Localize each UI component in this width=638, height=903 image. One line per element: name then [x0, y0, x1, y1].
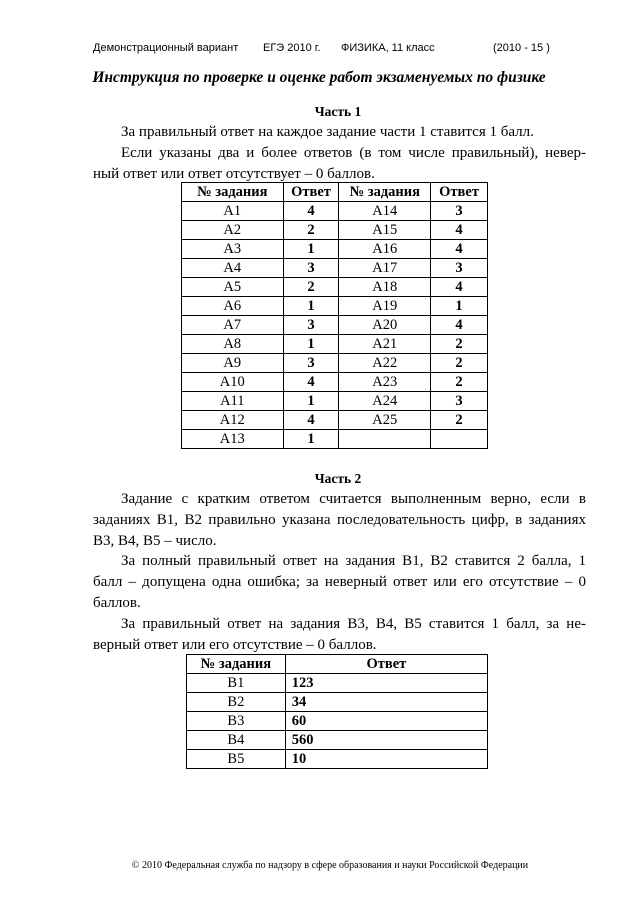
task-number-cell: В3: [187, 712, 286, 731]
answer-cell: 4: [283, 411, 339, 430]
header-page: (2010 - 15 ): [493, 42, 550, 54]
column-header: Ответ: [283, 183, 339, 202]
table-row: [182, 278, 488, 297]
task-number-cell: А1: [182, 202, 284, 221]
table-row: [182, 373, 488, 392]
part2-paragraph-line: За правильный ответ на задания В3, В4, В5 ставится 1 балл, за не-: [121, 616, 586, 632]
task-number-cell: В2: [187, 693, 286, 712]
table-row: [182, 221, 488, 240]
task-number-cell: А20: [339, 316, 431, 335]
answer-cell: 60: [285, 712, 487, 731]
task-number-cell: А24: [339, 392, 431, 411]
task-number-cell: А8: [182, 335, 284, 354]
table-row: [182, 430, 488, 449]
answer-cell: 1: [283, 297, 339, 316]
page-title: Инструкция по проверке и оценке работ экзаменуемых по физике: [92, 69, 546, 86]
part2-heading: Часть 2: [314, 471, 362, 486]
answer-cell: 1: [283, 335, 339, 354]
header-variant: Демонстрационный вариант: [93, 42, 239, 54]
task-number-cell: А18: [339, 278, 431, 297]
table-row: [187, 731, 488, 750]
task-number-cell: В5: [187, 750, 286, 769]
table-header-row: [182, 183, 488, 202]
task-number-cell: А4: [182, 259, 284, 278]
part1-answer-table: [181, 182, 488, 449]
task-number-cell: А11: [182, 392, 284, 411]
task-number-cell: А7: [182, 316, 284, 335]
task-number-cell: А15: [339, 221, 431, 240]
task-number-cell: А12: [182, 411, 284, 430]
header-subject: ФИЗИКА, 11 класс: [341, 42, 435, 54]
part1-rule-line: ный ответ или ответ отсутствует – 0 баллов.: [93, 166, 375, 182]
answer-cell: 1: [431, 297, 488, 316]
answer-cell: 34: [285, 693, 487, 712]
table-row: [187, 674, 488, 693]
task-number-cell: А10: [182, 373, 284, 392]
table-row: [182, 392, 488, 411]
part2-paragraph-line: верный ответ или его отсутствие – 0 баллов.: [93, 637, 377, 653]
answer-cell: 2: [431, 354, 488, 373]
task-number-cell: А3: [182, 240, 284, 259]
part1-rule: За правильный ответ на каждое задание части 1 ставится 1 балл.: [121, 124, 534, 140]
answer-cell: 2: [283, 278, 339, 297]
column-header: Ответ: [285, 655, 487, 674]
part2-answer-table: [186, 654, 488, 769]
table-row: [182, 335, 488, 354]
task-number-cell: А6: [182, 297, 284, 316]
task-number-cell: В1: [187, 674, 286, 693]
task-number-cell: А22: [339, 354, 431, 373]
table-row: [182, 259, 488, 278]
answer-cell: 10: [285, 750, 487, 769]
answer-cell: 2: [431, 373, 488, 392]
task-number-cell: А13: [182, 430, 284, 449]
column-header: Ответ: [431, 183, 488, 202]
answer-cell: 3: [431, 392, 488, 411]
answer-cell: 2: [431, 335, 488, 354]
answer-cell: 1: [283, 240, 339, 259]
part2-paragraph-line: В3, В4, В5 – число.: [93, 533, 217, 549]
task-number-cell: [339, 430, 431, 449]
column-header: № задания: [339, 183, 431, 202]
task-number-cell: А9: [182, 354, 284, 373]
part2-paragraph-line: балл – допущена одна ошибка; за неверный ответ или его отсутствие – 0: [93, 574, 586, 590]
answer-cell: 3: [283, 316, 339, 335]
table-header-row: [187, 655, 488, 674]
answer-cell: 4: [431, 240, 488, 259]
table-row: [182, 411, 488, 430]
answer-cell: [431, 430, 488, 449]
answer-cell: 1: [283, 430, 339, 449]
task-number-cell: А17: [339, 259, 431, 278]
answer-cell: 4: [283, 202, 339, 221]
header-exam: ЕГЭ 2010 г.: [263, 42, 321, 54]
answer-cell: 2: [431, 411, 488, 430]
answer-cell: 4: [431, 278, 488, 297]
part1-heading: Часть 1: [314, 104, 362, 119]
part2-paragraph-line: баллов.: [93, 595, 141, 611]
task-number-cell: А21: [339, 335, 431, 354]
answer-cell: 2: [283, 221, 339, 240]
task-number-cell: А14: [339, 202, 431, 221]
column-header: № задания: [182, 183, 284, 202]
task-number-cell: А16: [339, 240, 431, 259]
task-number-cell: А5: [182, 278, 284, 297]
part2-paragraph-line: заданиях В1, В2 правильно указана последовательность цифр, в заданиях: [93, 512, 586, 528]
table-row: [182, 354, 488, 373]
table-row: [182, 202, 488, 221]
table-row: [182, 297, 488, 316]
answer-cell: 560: [285, 731, 487, 750]
answer-cell: 3: [283, 259, 339, 278]
part1-rule-line: Если указаны два и более ответов (в том числе правильный), невер-: [121, 145, 586, 161]
answer-cell: 3: [431, 259, 488, 278]
table-row: [182, 316, 488, 335]
table-row: [187, 712, 488, 731]
task-number-cell: А19: [339, 297, 431, 316]
task-number-cell: А2: [182, 221, 284, 240]
table-row: [182, 240, 488, 259]
task-number-cell: В4: [187, 731, 286, 750]
column-header: № задания: [187, 655, 286, 674]
answer-cell: 1: [283, 392, 339, 411]
answer-cell: 3: [431, 202, 488, 221]
part2-paragraph-line: Задание с кратким ответом считается выполненным верно, если в: [121, 491, 586, 507]
part2-paragraph-line: За полный правильный ответ на задания В1, В2 ставится 2 балла, 1: [121, 553, 586, 569]
footer-copyright: © 2010 Федеральная служба по надзору в сфере образования и науки Российской Федерации: [131, 860, 529, 871]
task-number-cell: А25: [339, 411, 431, 430]
answer-cell: 4: [431, 316, 488, 335]
answer-cell: 4: [283, 373, 339, 392]
table-row: [187, 750, 488, 769]
table-row: [187, 693, 488, 712]
answer-cell: 123: [285, 674, 487, 693]
answer-cell: 4: [431, 221, 488, 240]
answer-cell: 3: [283, 354, 339, 373]
task-number-cell: А23: [339, 373, 431, 392]
